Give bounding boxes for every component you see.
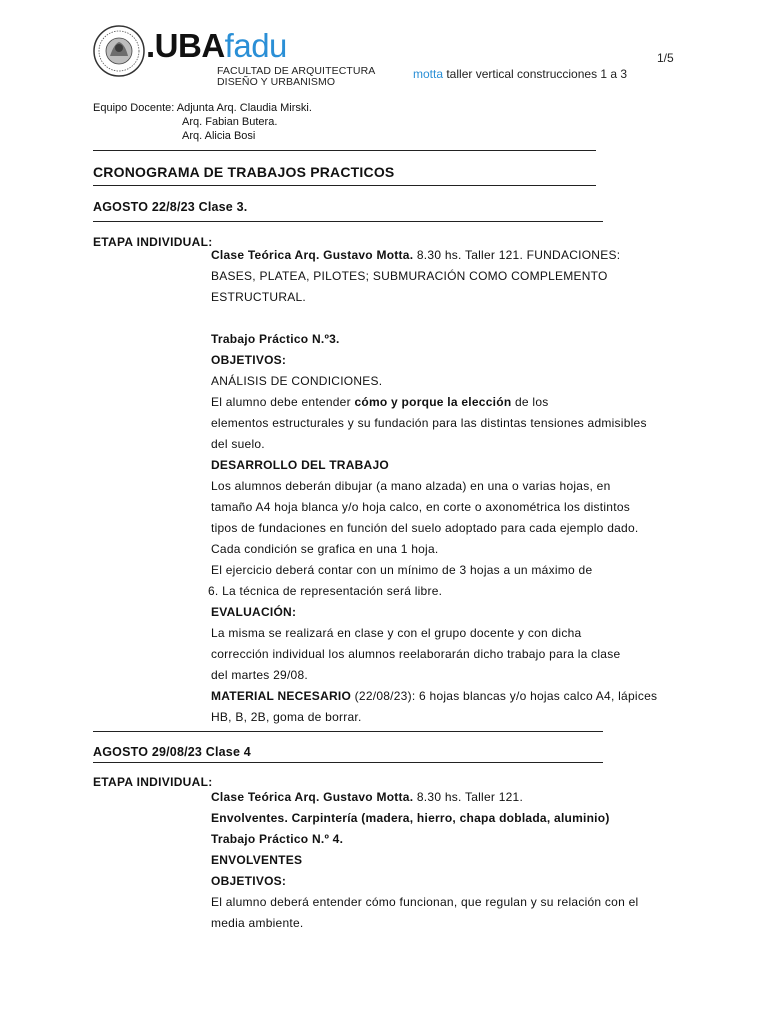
- text-line: HB, B, 2B, goma de borrar.: [211, 710, 362, 724]
- course-rest: taller vertical construcciones 1 a 3: [443, 67, 628, 81]
- envolventes-heading: ENVOLVENTES: [211, 853, 303, 867]
- text-line: Los alumnos deberán dibujar (a mano alzada) en una o varias hojas, en: [211, 479, 611, 493]
- tp-title: Trabajo Práctico N.º3.: [211, 332, 340, 346]
- evaluacion-heading: EVALUACIÓN:: [211, 605, 297, 619]
- text-line: [211, 395, 549, 409]
- text-line: El ejercicio deberá contar con un mínimo de 3 hojas a un máximo de: [211, 563, 593, 577]
- section-heading-agosto-29: AGOSTO 29/08/23 Clase 4: [93, 745, 251, 759]
- brand-uba: .UBA: [146, 27, 225, 64]
- clase-line: [211, 790, 523, 804]
- clase-teorica: Clase Teórica Arq. Gustavo Motta.: [211, 790, 414, 804]
- divider: [93, 762, 603, 763]
- material-detail: (22/08/23): 6 hojas blancas y/o hojas calco A4, lápices: [351, 689, 658, 703]
- team-line-2: Arq. Fabian Butera.: [182, 116, 278, 128]
- divider: [93, 185, 596, 186]
- brand-fadu: fadu: [224, 27, 287, 64]
- etapa-label: ETAPA INDIVIDUAL:: [93, 235, 213, 249]
- course-title: [413, 67, 627, 81]
- text-span-bold: cómo y porque la elección: [354, 395, 512, 409]
- divider: [93, 221, 603, 222]
- clase-detail: 8.30 hs. Taller 121.: [413, 790, 524, 804]
- text-line: ESTRUCTURAL.: [211, 290, 307, 304]
- divider: [93, 731, 603, 732]
- text-line: media ambiente.: [211, 916, 304, 930]
- university-seal-icon: [92, 24, 146, 78]
- text-span: El alumno debe entender: [211, 395, 355, 409]
- clase-detail: 8.30 hs. Taller 121. FUNDACIONES:: [413, 248, 621, 262]
- faculty-name: [217, 66, 375, 88]
- clase-teorica: Clase Teórica Arq. Gustavo Motta.: [211, 248, 414, 262]
- text-line: Cada condición se grafica en una 1 hoja.: [211, 542, 439, 556]
- faculty-line-1: FACULTAD DE ARQUITECTURA: [217, 65, 376, 77]
- objetivos-heading: OBJETIVOS:: [211, 874, 287, 888]
- text-line: elementos estructurales y su fundación para las distintas tensiones admisibles: [211, 416, 647, 430]
- text-line: tipos de fundaciones en función del suelo adoptado para cada ejemplo dado.: [211, 521, 639, 535]
- objetivos-heading: OBJETIVOS:: [211, 353, 287, 367]
- text-line: corrección individual los alumnos reelaborarán dicho trabajo para la clase: [211, 647, 621, 661]
- team-line-1: Equipo Docente: Adjunta Arq. Claudia Mirski.: [93, 102, 312, 114]
- divider: [93, 150, 596, 151]
- text-line: ANÁLISIS DE CONDICIONES.: [211, 374, 383, 388]
- material-label: MATERIAL NECESARIO: [211, 689, 352, 703]
- envolventes-topic: Envolventes. Carpintería (madera, hierro, chapa doblada, aluminio): [211, 811, 610, 825]
- etapa-label: ETAPA INDIVIDUAL:: [93, 775, 213, 789]
- team-line-3: Arq. Alicia Bosi: [182, 130, 256, 142]
- course-accent: motta: [413, 67, 444, 81]
- desarrollo-heading: DESARROLLO DEL TRABAJO: [211, 458, 389, 472]
- clase-line: [211, 248, 620, 262]
- text-line: del suelo.: [211, 437, 265, 451]
- page-title: CRONOGRAMA DE TRABAJOS PRACTICOS: [93, 164, 395, 180]
- faculty-line-2: DISEÑO Y URBANISMO: [217, 76, 336, 88]
- material-line: [211, 689, 657, 703]
- text-line: 6. La técnica de representación será libre.: [208, 584, 443, 598]
- text-line: tamaño A4 hoja blanca y/o hoja calco, en corte o axonométrica los distintos: [211, 500, 630, 514]
- text-line: La misma se realizará en clase y con el grupo docente y con dicha: [211, 626, 582, 640]
- text-line: BASES, PLATEA, PILOTES; SUBMURACIÓN COMO COMPLEMENTO: [211, 269, 608, 283]
- section-heading-agosto-22: AGOSTO 22/8/23 Clase 3.: [93, 200, 248, 214]
- page-number: 1/5: [657, 51, 674, 65]
- text-span: de los: [511, 395, 549, 409]
- text-line: El alumno deberá entender cómo funcionan, que regulan y su relación con el: [211, 895, 639, 909]
- tp-title: Trabajo Práctico N.º 4.: [211, 832, 344, 846]
- brand-logo: [146, 26, 287, 66]
- text-line: del martes 29/08.: [211, 668, 308, 682]
